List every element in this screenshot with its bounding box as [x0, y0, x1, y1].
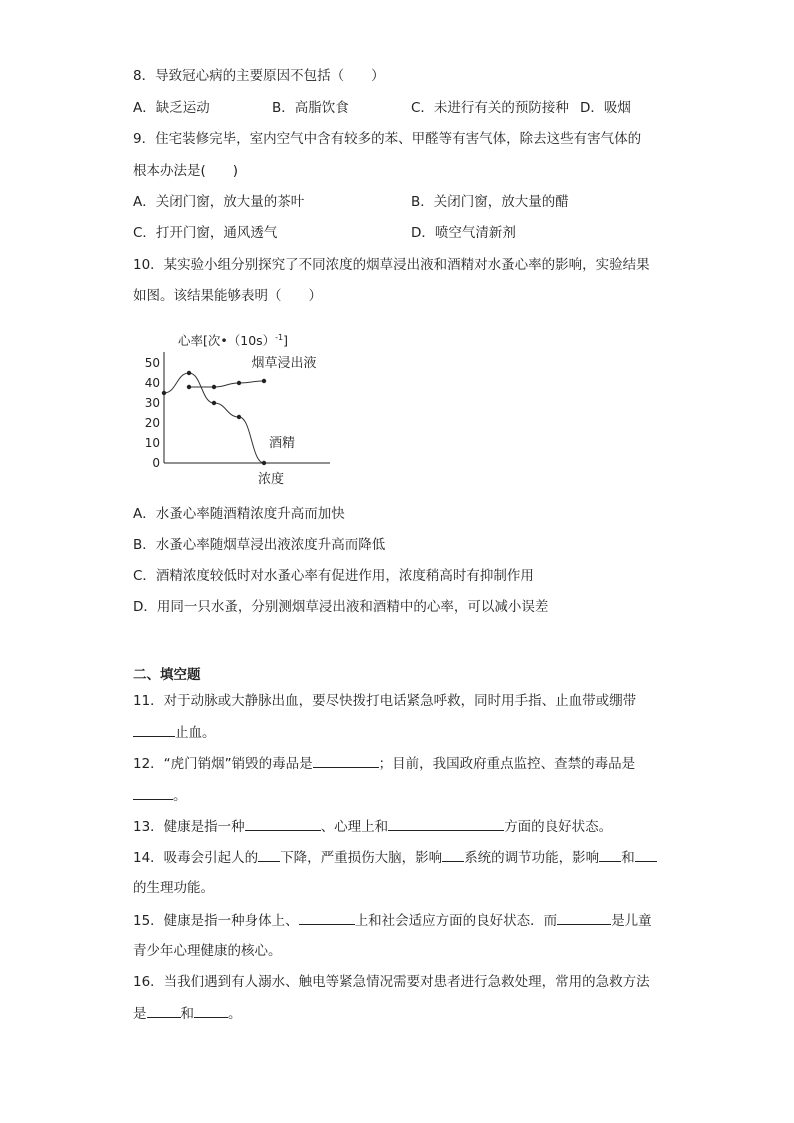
chart-point	[162, 391, 166, 395]
q12-part2: ；目前，我国政府重点监控、查禁的毒品是	[378, 756, 636, 772]
chart-point	[262, 461, 266, 465]
q14-blank-1[interactable]	[258, 848, 280, 862]
q11-line1: 11．对于动脉或大静脉出血，要尽快拨打电话紧急呼救，同时用手指、止血带或绷带	[133, 693, 637, 709]
q9-stem-line2: 根本办法是( )	[133, 163, 239, 179]
q14-blank-4[interactable]	[635, 848, 657, 862]
chart-point	[212, 401, 216, 405]
q14-part1: 14．吸毒会引起人的	[133, 850, 259, 866]
heart-rate-chart	[140, 326, 370, 491]
q15-blank-2[interactable]	[557, 911, 611, 925]
q10-option-a: A．水蚤心率随酒精浓度升高而加快	[133, 506, 345, 522]
q14-part2: 下降，严重损伤大脑，影响	[280, 850, 443, 866]
section-title: 二、填空题	[133, 667, 201, 683]
chart-series-label-alcohol: 酒精	[269, 436, 296, 451]
chart-y-ticks	[145, 356, 160, 470]
q13-part2: 、心理上和	[320, 819, 389, 835]
q12-part1: 12．“虎门销烟”销毁的毒品是	[133, 756, 313, 772]
q15-line2: 青少年心理健康的核心。	[133, 943, 282, 959]
chart-point	[187, 385, 191, 389]
q11-blank[interactable]	[133, 723, 175, 737]
q16-line2	[133, 1004, 242, 1023]
q13-part1: 13．健康是指一种	[133, 819, 245, 835]
q14-line2: 的生理功能。	[133, 880, 214, 896]
q9-option-c: C．打开门窗，通风透气	[133, 225, 278, 241]
q14-blank-3[interactable]	[599, 848, 621, 862]
q9-option-b: B．关闭门窗，放大量的醋	[411, 194, 569, 210]
q9-option-d: D．喷空气清新剂	[411, 225, 516, 241]
q8-option-c: C．未进行有关的预防接种	[411, 100, 569, 116]
q9-stem-line1: 9．住宅装修完毕，室内空气中含有较多的苯、甲醛等有害气体，除去这些有害气体的	[133, 131, 642, 147]
q16-part2: 和	[180, 1006, 194, 1022]
chart-y-tick-label: 30	[144, 396, 160, 410]
chart-point	[237, 415, 241, 419]
q12-blank-2[interactable]	[133, 786, 173, 800]
q10-option-d: D．用同一只水蚤，分别测烟草浸出液和酒精中的心率，可以减小误差	[133, 599, 549, 615]
q14-part4: 和	[621, 850, 635, 866]
q14-line1	[133, 848, 657, 867]
q10-stem-line2: 如图。该结果能够表明（ ）	[133, 288, 322, 304]
q10-option-b: B．水蚤心率随烟草浸出液浓度升高而降低	[133, 537, 386, 553]
q10-stem-line1: 10．某实验小组分别探究了不同浓度的烟草浸出液和酒精对水蚤心率的影响，实验结果	[133, 257, 650, 273]
q13-part3: 方面的良好状态。	[504, 819, 613, 835]
q16-part1: 是	[133, 1006, 147, 1022]
q9-option-a: A．关闭门窗，放大量的茶叶	[133, 194, 305, 210]
q8-option-a: A．缺乏运动	[133, 100, 210, 116]
q13-blank-1[interactable]	[245, 817, 321, 831]
chart-x-axis-label: 浓度	[258, 472, 285, 487]
q13-blank-2[interactable]	[388, 817, 504, 831]
q15-line1	[133, 911, 652, 930]
q12-blank-1[interactable]	[313, 754, 379, 768]
q15-part1: 15．健康是指一种身体上、	[133, 913, 299, 929]
chart-y-tick-label: 0	[152, 456, 160, 470]
q14-blank-2[interactable]	[442, 848, 464, 862]
q15-blank-1[interactable]	[299, 911, 355, 925]
q16-line1: 16．当我们遇到有人溺水、触电等紧急情况需要对患者进行急救处理，常用的急救方法	[133, 974, 650, 990]
chart-y-tick-label: 20	[144, 416, 160, 430]
q12-tail: 。	[173, 788, 187, 804]
q15-part3: 是儿童	[611, 913, 652, 929]
q8-option-d: D．吸烟	[580, 100, 631, 116]
q8-stem: 8．导致冠心病的主要原因不包括（ ）	[133, 68, 385, 84]
chart-series	[162, 371, 266, 465]
q14-part3: 系统的调节功能，影响	[464, 850, 600, 866]
q10-option-c: C．酒精浓度较低时对水蚤心率有促进作用，浓度稍高时有抑制作用	[133, 568, 534, 584]
q16-blank-2[interactable]	[194, 1004, 228, 1018]
chart-y-tick-label: 40	[144, 376, 160, 390]
q11-tail: 止血。	[175, 725, 216, 741]
q11-line2	[133, 723, 216, 742]
q12-line2	[133, 786, 187, 805]
chart-series-label-tobacco: 烟草浸出液	[251, 356, 317, 371]
chart-y-axis-label: 心率[次$•(10s)^{-1}$]	[178, 333, 289, 348]
chart-y-tick-label: 50	[144, 356, 160, 370]
q16-part3: 。	[228, 1006, 242, 1022]
q12-line1	[133, 754, 635, 773]
chart-point	[212, 385, 216, 389]
chart-point	[187, 371, 191, 375]
q15-part2: 上和社会适应方面的良好状态．而	[354, 913, 558, 929]
q13-line	[133, 817, 612, 836]
q16-blank-1[interactable]	[147, 1004, 181, 1018]
chart-labels	[178, 333, 317, 487]
q8-option-b: B．高脂饮食	[272, 100, 349, 116]
chart-point	[262, 379, 266, 383]
chart-y-tick-label: 10	[144, 436, 160, 450]
chart-point	[237, 381, 241, 385]
